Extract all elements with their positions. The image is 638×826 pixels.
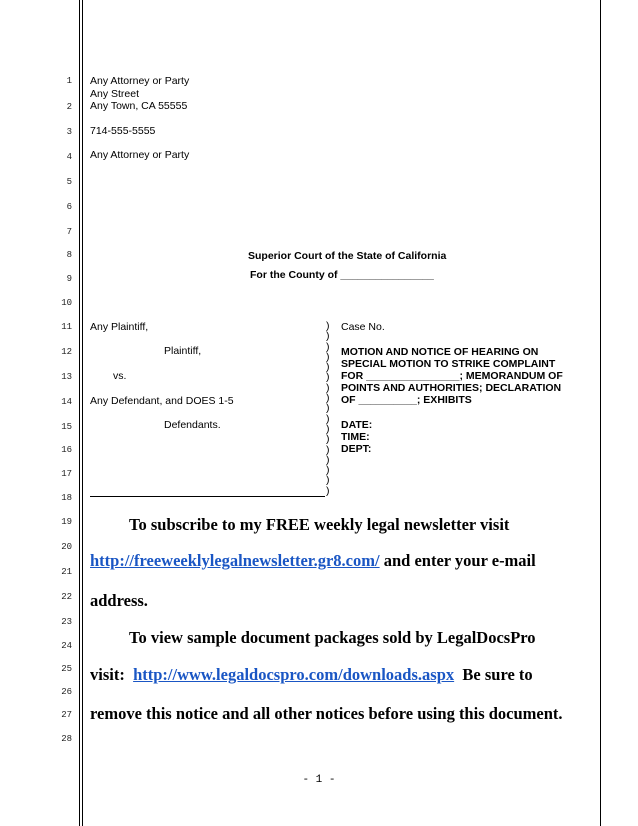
plaintiff-role: Plaintiff,	[164, 345, 202, 357]
right-margin-rule	[600, 0, 601, 826]
document-title-line: POINTS AND AUTHORITIES; DECLARATION	[341, 382, 562, 394]
attorney-for: Any Attorney or Party	[90, 149, 190, 161]
line-number: 23	[61, 617, 72, 627]
line-number: 21	[61, 567, 72, 577]
line-number: 1	[66, 76, 72, 86]
attorney-street: Any Street	[90, 88, 140, 100]
line-number: 20	[61, 542, 72, 552]
line-number: 9	[66, 274, 72, 284]
line-number: 15	[61, 422, 72, 432]
line-number: 19	[61, 517, 72, 527]
notice-line-5-rest: Be sure to	[454, 665, 533, 684]
court-name: Superior Court of the State of California	[248, 250, 447, 262]
newsletter-link[interactable]: http://freeweeklylegalnewsletter.gr8.com/	[90, 551, 380, 570]
line-number: 28	[61, 734, 72, 744]
notice-line-6: remove this notice and all other notices before using this document.	[90, 704, 563, 723]
document-title-line: FOR ________________; MEMORANDUM OF	[341, 370, 563, 382]
line-number: 16	[61, 445, 72, 455]
line-number: 2	[66, 102, 72, 112]
notice-line-3: address.	[90, 591, 148, 610]
line-number: 4	[66, 152, 72, 162]
line-number: 8	[66, 250, 72, 260]
notice-line-2	[90, 551, 536, 571]
left-margin-rule-1	[79, 0, 80, 826]
document-title-line: MOTION AND NOTICE OF HEARING ON	[341, 346, 539, 358]
defendant-role: Defendants.	[164, 419, 221, 431]
line-number: 11	[61, 322, 72, 332]
attorney-phone: 714-555-5555	[90, 125, 156, 137]
line-number: 22	[61, 592, 72, 602]
line-number: 25	[61, 664, 72, 674]
court-county: For the County of ________________	[250, 269, 434, 281]
versus: vs.	[113, 370, 127, 382]
notice-line-5	[90, 665, 533, 685]
line-number: 7	[66, 227, 72, 237]
plaintiff-name: Any Plaintiff,	[90, 321, 149, 333]
notice-line-4: To view sample document packages sold by LegalDocsPro	[129, 628, 536, 647]
caption-underline	[90, 496, 325, 497]
hearing-date-label: DATE:	[341, 419, 373, 431]
document-title-line: SPECIAL MOTION TO STRIKE COMPLAINT	[341, 358, 556, 370]
page-number: - 1 -	[302, 774, 336, 786]
hearing-time-label: TIME:	[341, 431, 370, 443]
case-number-label: Case No.	[341, 321, 385, 333]
line-number: 27	[61, 710, 72, 720]
line-number: 24	[61, 641, 72, 651]
defendant-name: Any Defendant, and DOES 1-5	[90, 395, 234, 407]
notice-line-1: To subscribe to my FREE weekly legal newsletter visit	[129, 515, 510, 534]
line-number: 14	[61, 397, 72, 407]
downloads-link[interactable]: http://www.legaldocspro.com/downloads.aspx	[133, 665, 455, 684]
line-number: 26	[61, 687, 72, 697]
notice-line-2-rest: and enter your e-mail	[379, 551, 536, 570]
line-number: 13	[61, 372, 72, 382]
line-number: 5	[66, 177, 72, 187]
line-number: 6	[66, 202, 72, 212]
document-title-line: OF __________; EXHIBITS	[341, 394, 472, 406]
left-margin-rule-2	[82, 0, 83, 826]
line-number: 10	[61, 298, 72, 308]
line-number: 3	[66, 127, 72, 137]
attorney-city: Any Town, CA 55555	[90, 100, 188, 112]
line-number: 18	[61, 493, 72, 503]
attorney-name: Any Attorney or Party	[90, 75, 190, 87]
line-number: 12	[61, 347, 72, 357]
caption-paren-column: ) ) ) ) ) ) ) ) ) ) ) ) ) ) ) ) )	[326, 320, 330, 497]
notice-line-5-prefix: visit:	[90, 665, 134, 684]
line-number: 17	[61, 469, 72, 479]
hearing-dept-label: DEPT:	[341, 443, 372, 455]
